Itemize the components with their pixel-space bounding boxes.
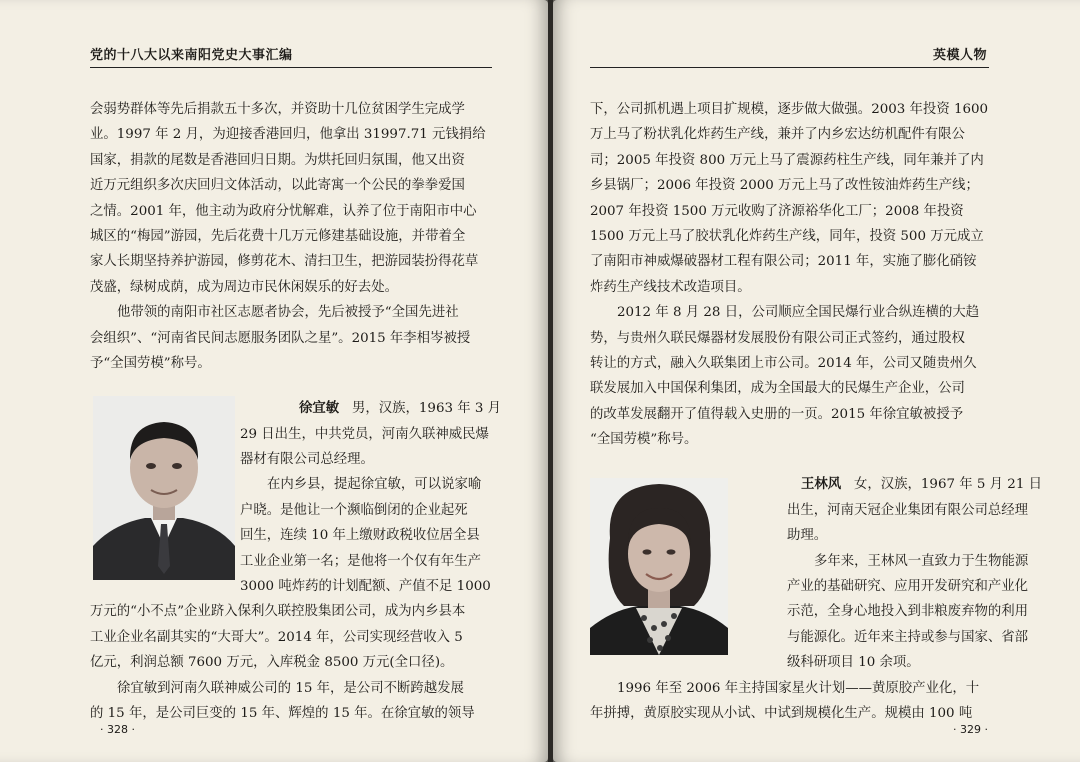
text-line: 1996 年至 2006 年主持国家星火计划——黄原胶产业化，十 bbox=[617, 680, 980, 696]
bio-intro: 女，汉族，1967 年 5 月 21 日 bbox=[853, 477, 1042, 493]
text-line: 家人长期坚持养护游园，修剪花木、清扫卫生，把游园装扮得花草 bbox=[90, 254, 479, 270]
text-line: 2012 年 8 月 28 日，公司顺应全国民爆行业合纵连横的大趋 bbox=[617, 305, 980, 321]
text-line: 年拼搏，黄原胶实现从小试、中试到规模化生产。规模由 100 吨 bbox=[590, 705, 973, 721]
text-line: 多年来，王林风一直致力于生物能源 bbox=[814, 553, 1029, 569]
text-line: 之情。2001 年，他主动为政府分忧解难，认养了位于南阳市中心 bbox=[90, 203, 477, 219]
text-line: 与能源化。近年来主持或参与国家、省部 bbox=[787, 629, 1029, 645]
text-line: 业。1997 年 2 月，为迎接香港回归，他拿出 31997.71 元钱捐给 bbox=[90, 127, 486, 143]
text-line: 予“全国劳模”称号。 bbox=[90, 355, 211, 371]
bio-name: 王林风 bbox=[801, 476, 842, 493]
text-line: 万元的“小不点”企业跻入保利久联控股集团公司，成为内乡县本 bbox=[90, 604, 466, 620]
text-line: 他带领的南阳市社区志愿者协会，先后被授予“全国先进社 bbox=[117, 305, 459, 321]
text-line: “全国劳模”称号。 bbox=[590, 432, 698, 448]
text-line: 示范，全身心地投入到非粮废弃物的利用 bbox=[787, 604, 1029, 620]
text-line: 势，与贵州久联民爆器材发展股份有限公司正式签约，通过股权 bbox=[590, 330, 965, 346]
text-line: 出生，河南天冠企业集团有限公司总经理 bbox=[787, 502, 1029, 518]
text-line: 3000 吨炸药的计划配额、产值不足 1000 bbox=[240, 579, 491, 595]
text-line: 助理。 bbox=[787, 528, 828, 544]
text-line: 级科研项目 10 余项。 bbox=[787, 655, 920, 671]
page-number: · 328 · bbox=[100, 723, 135, 736]
text-line: 工业企业名副其实的“大哥大”。2014 年，公司实现经营收入 5 bbox=[90, 629, 463, 645]
text-line: 近万元组织多次庆回归文体活动，以此寄寓一个公民的拳拳爱国 bbox=[90, 178, 465, 194]
page-number: · 329 · bbox=[953, 723, 988, 736]
text-line: 工业企业第一名；是他将一个仅有年生产 bbox=[240, 553, 482, 569]
text-line: 户晓。是他让一个濒临倒闭的企业起死 bbox=[240, 502, 468, 518]
text-line: 国家，捐款的尾数是香港回归日期。为烘托回归氛围，他又出资 bbox=[90, 152, 465, 168]
text-line: 会组织”、“河南省民间志愿服务团队之星”。2015 年李相岑被授 bbox=[90, 330, 471, 346]
bio-intro: 男，汉族，1963 年 3 月 bbox=[351, 401, 502, 417]
header-rule bbox=[90, 67, 492, 68]
text-line: 回生，连续 10 年上缴财政税收位居全县 bbox=[240, 528, 480, 544]
text-line: 茂盛，绿树成荫，成为周边市民休闲娱乐的好去处。 bbox=[90, 279, 398, 295]
portrait-photo bbox=[93, 396, 235, 580]
text-line: 万上马了粉状乳化炸药生产线，兼并了内乡宏达纺机配件有限公 bbox=[590, 127, 965, 143]
text-line: 炸药生产线技术改造项目。 bbox=[590, 279, 751, 295]
text-line: 徐宜敏到河南久联神威公司的 15 年，是公司不断跨越发展 bbox=[117, 680, 464, 696]
text-line: 器材有限公司总经理。 bbox=[240, 452, 374, 468]
text-line: 会弱势群体等先后捐款五十多次，并资助十几位贫困学生完成学 bbox=[90, 102, 465, 117]
running-header: 党的十八大以来南阳党史大事汇编 bbox=[90, 48, 293, 63]
running-header: 英模人物 bbox=[932, 48, 987, 63]
text-line: 1500 万元上马了胶状乳化炸药生产线，同年，投资 500 万元成立 bbox=[590, 228, 984, 244]
text-line: 29 日出生，中共党员，河南久联神威民爆 bbox=[240, 426, 489, 442]
header-rule bbox=[590, 67, 989, 68]
text-line: 产业的基础研究、应用开发研究和产业化 bbox=[787, 579, 1029, 595]
text-line: 下，公司抓机遇上项目扩规模，逐步做大做强。2003 年投资 1600 bbox=[590, 102, 989, 117]
text-line: 的改革发展翻开了值得载入史册的一页。2015 年徐宜敏被授予 bbox=[590, 406, 964, 422]
text-line: 了南阳市神威爆破器材工程有限公司；2011 年，实施了膨化硝铵 bbox=[590, 254, 977, 270]
portrait-photo bbox=[590, 478, 728, 655]
text-line: 司；2005 年投资 800 万元上马了震源药柱生产线，同年兼并了内 bbox=[590, 152, 984, 168]
text-line: 乡县锅厂；2006 年投资 2000 万元上马了改性铵油炸药生产线； bbox=[590, 178, 979, 194]
bio-name: 徐宜敏 bbox=[299, 400, 340, 417]
text-line: 在内乡县，提起徐宜敏，可以说家喻 bbox=[267, 477, 482, 493]
text-line: 联发展加入中国保利集团，成为全国最大的民爆生产企业，公司 bbox=[590, 381, 965, 397]
text-line: 的 15 年，是公司巨变的 15 年、辉煌的 15 年。在徐宜敏的领导 bbox=[90, 705, 475, 721]
text-line: 2007 年投资 1500 万元收购了济源裕华化工厂；2008 年投资 bbox=[590, 203, 964, 219]
text-line: 转让的方式，融入久联集团上市公司。2014 年，公司又随贵州久 bbox=[590, 355, 977, 371]
text-line: 城区的“梅园”游园，先后花费十几万元修建基础设施，并带着全 bbox=[90, 228, 466, 244]
text-line: 亿元，利润总额 7600 万元，入库税金 8500 万元(全口径)。 bbox=[90, 655, 454, 671]
